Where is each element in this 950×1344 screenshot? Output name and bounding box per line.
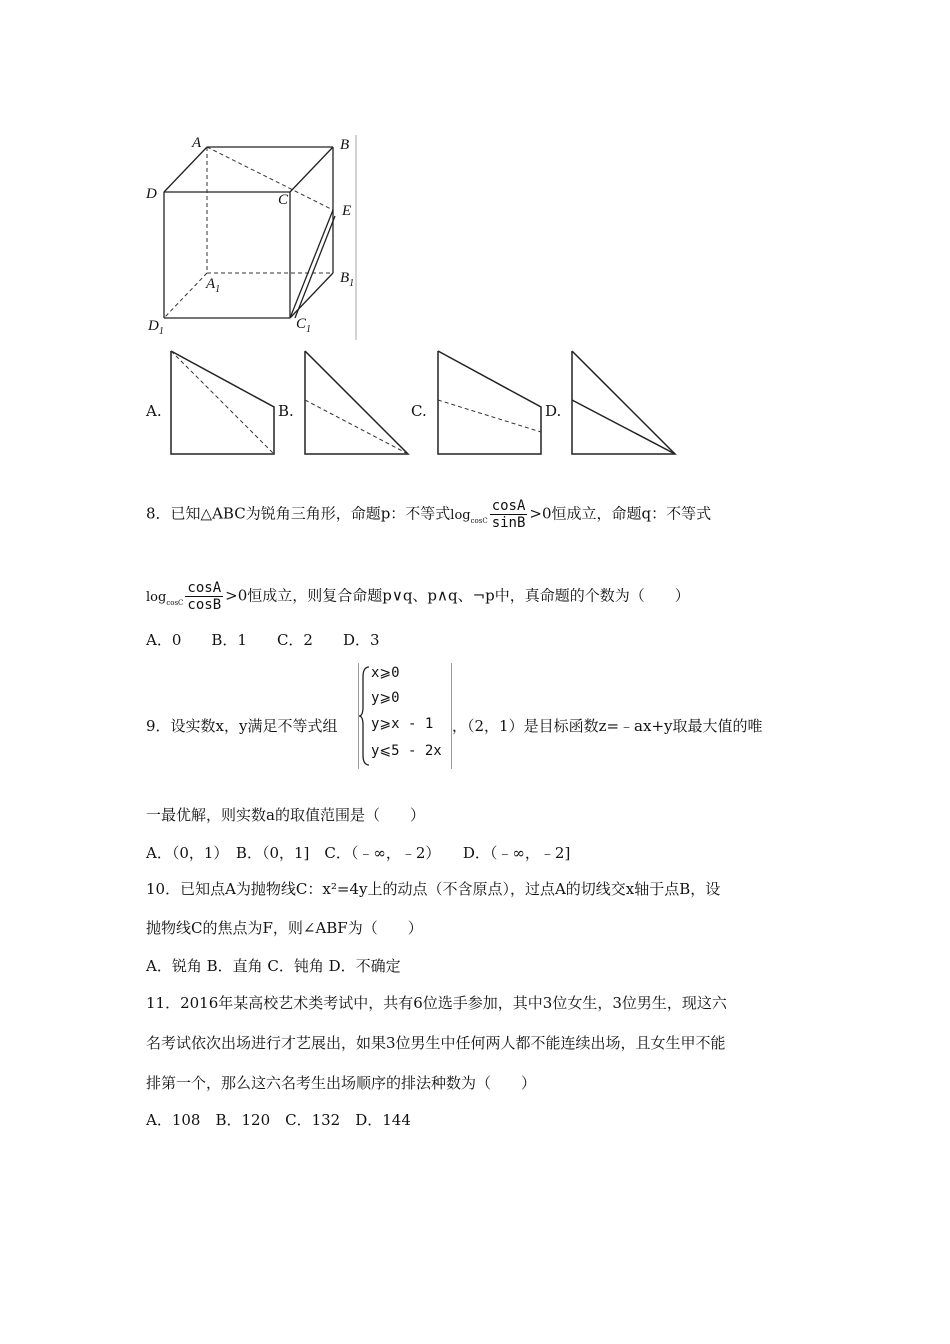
cube-hidden-edge xyxy=(207,147,333,210)
q11-line-1: 11．2016年某高校艺术类考试中，共有6位选手参加，其中3位女生，3位男生，现这六 xyxy=(146,994,727,1012)
q9-suffix: ，（2，1）是目标函数z=﹣ax+y取最大值的唯 xyxy=(452,717,763,735)
option-label-d: D. xyxy=(545,402,562,420)
q9-ineq-2: y⩾0 xyxy=(371,690,400,706)
label-A: A xyxy=(192,135,202,151)
question-8-line-1 xyxy=(146,498,711,531)
option-view-d xyxy=(569,348,681,458)
q9-prefix: 9．设实数x，y满足不等式组 xyxy=(146,717,338,735)
question-8-line-2 xyxy=(146,580,690,613)
label-C: C xyxy=(278,192,289,208)
q8-neg: ¬p中，真命题的个数为（ ） xyxy=(472,586,690,605)
q8-mid: >0恒成立，命题q：不等式 xyxy=(529,504,712,523)
option-label-b: B. xyxy=(278,402,294,420)
label-B1: $B_1$ xyxy=(340,270,355,289)
q8-options: A．0 B．1 C．2 D．3 xyxy=(146,631,380,649)
cube-edge xyxy=(290,147,333,192)
option-label-c: C. xyxy=(411,402,427,420)
q8-fraction-1: $\frac{\cos A}{\sin B}$ xyxy=(491,498,526,531)
q8-prefix: 8．已知△ABC为锐角三角形，命题p：不等式 xyxy=(146,504,451,523)
label-A1: $A_1$ xyxy=(206,276,221,295)
q9-line-2: 一最优解，则实数a的取值范围是（ ） xyxy=(146,806,425,824)
label-E: E xyxy=(342,203,352,219)
label-C1: $C_1$ xyxy=(296,316,312,335)
q8-log: $\log_{cosC}$ xyxy=(450,507,488,525)
label-D1: $D_1$ xyxy=(148,318,164,337)
q10-options: A．锐角 B．直角 C．钝角 D．不确定 xyxy=(146,957,401,975)
q9-ineq-4: y⩽5 - 2x xyxy=(371,743,442,759)
cube-edge xyxy=(295,216,335,318)
cube-edge xyxy=(164,147,207,192)
cube-edge xyxy=(290,210,333,318)
q11-options: A．108 B．120 C．132 D．144 xyxy=(146,1111,411,1129)
q8-log-2: $\log_{cosC}$ xyxy=(146,589,184,607)
cube-figure xyxy=(140,130,370,345)
label-B: B xyxy=(340,137,350,153)
q9-ineq-3: y⩾x - 1 xyxy=(371,716,434,732)
label-D: D xyxy=(146,186,157,202)
q10-line-2: 抛物线C的焦点为F，则∠ABF为（ ） xyxy=(146,919,423,937)
q9-ineq-1: x⩾0 xyxy=(371,665,400,681)
q8-line2-rest: >0恒成立，则复合命题p∨q、p∧q、 xyxy=(225,586,473,605)
q9-options: A．（0，1） B．（0，1] C．（﹣∞，﹣2） D．（﹣∞，﹣2] xyxy=(146,844,571,862)
option-view-a xyxy=(168,348,280,458)
cube-hidden-edge xyxy=(164,273,207,318)
q11-line-3: 排第一个，那么这六名考生出场顺序的排法种数为（ ） xyxy=(146,1074,537,1092)
option-label-a: A. xyxy=(146,402,162,420)
q11-line-2: 名考试依次出场进行才艺展出，如果3位男生中任何两人都不能连续出场，且女生甲不能 xyxy=(146,1034,726,1052)
q9-inequality-system xyxy=(358,663,452,769)
q10-line-1: 10．已知点A为抛物线C：x²=4y上的动点（不含原点），过点A的切线交x轴于点B，设 xyxy=(146,880,721,898)
cube-edge xyxy=(290,273,333,318)
q8-fraction-2: $\frac{\cos A}{\cos B}$ xyxy=(187,580,222,613)
option-view-c xyxy=(435,348,547,458)
option-view-b xyxy=(302,348,414,458)
